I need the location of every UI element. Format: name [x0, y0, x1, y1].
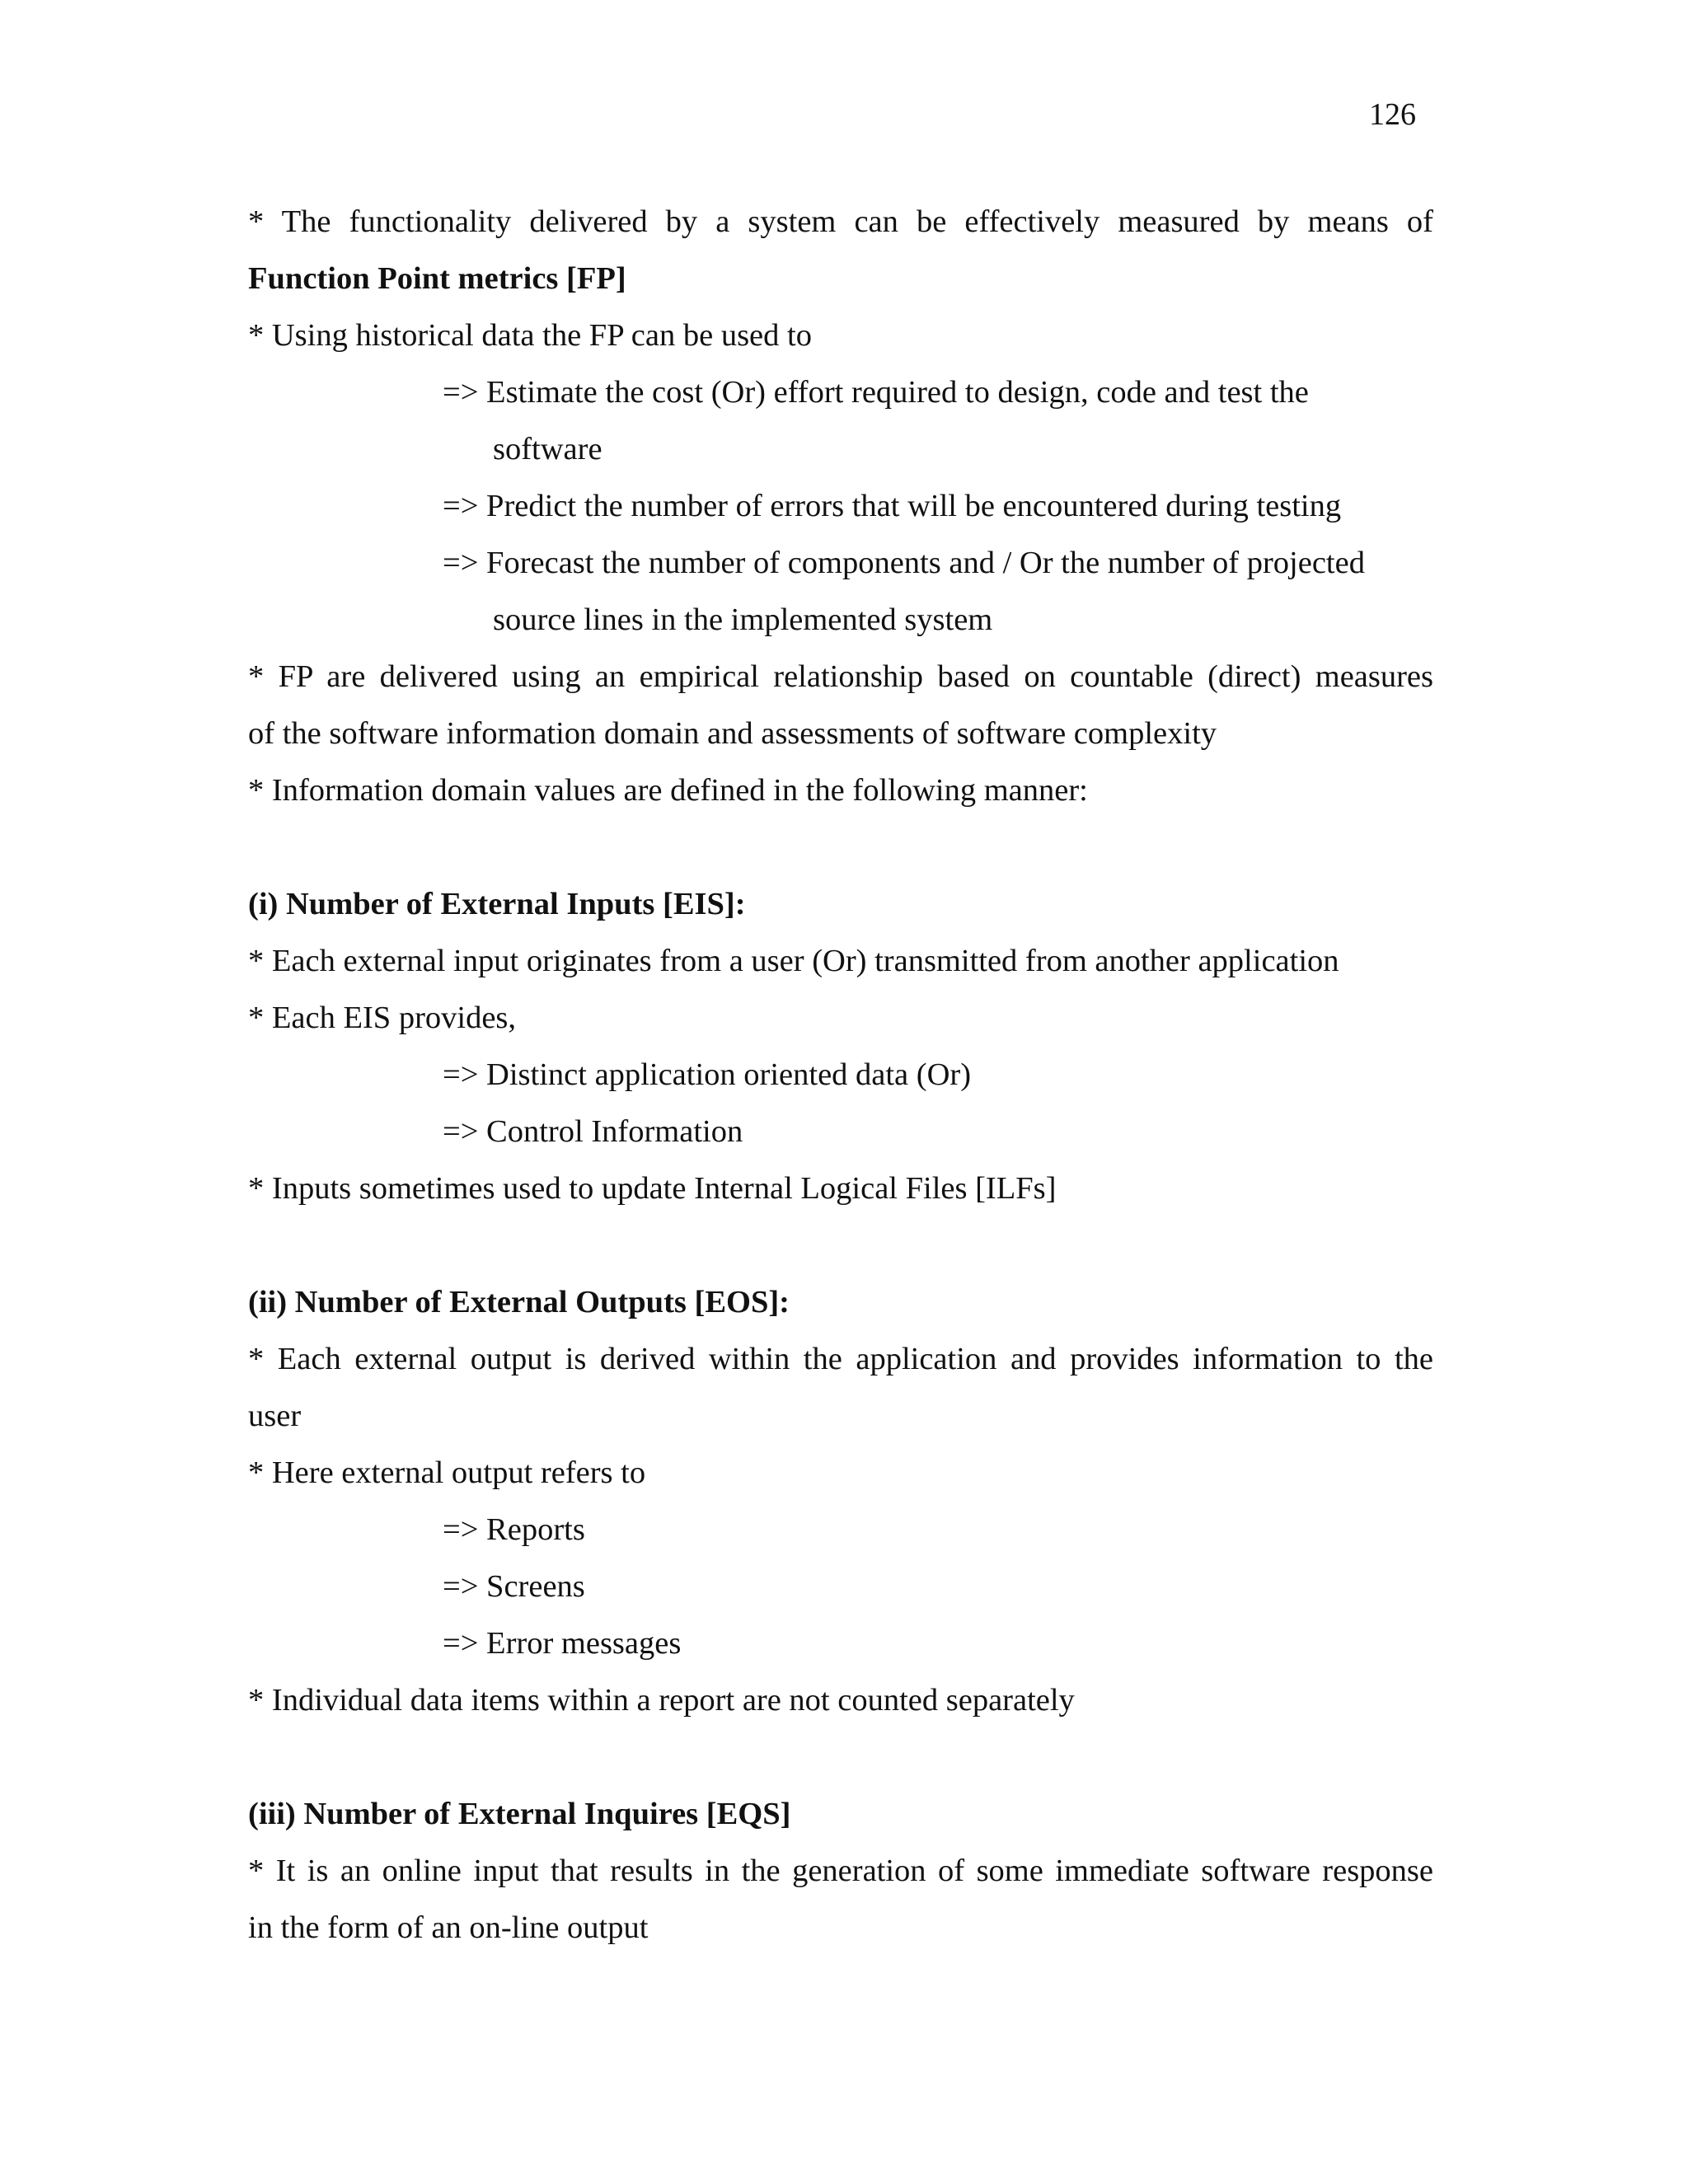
- sub-item: => Distinct application oriented data (Or): [443, 1057, 972, 1092]
- paragraph-line: * Each external output is derived within the application and provides information to the: [248, 1342, 1433, 1376]
- sub-item: => Reports: [443, 1512, 585, 1547]
- bullet-item: * Here external output refers to: [248, 1455, 646, 1490]
- page-number: 126: [1369, 97, 1416, 132]
- page-body: [248, 194, 1433, 1957]
- sub-item: => Predict the number of errors that will be encountered during testing: [443, 489, 1342, 523]
- bullet-item: * Using historical data the FP can be used to: [248, 318, 812, 353]
- sub-item: => Forecast the number of components and / Or the number of projected: [443, 546, 1365, 580]
- bullet-item: * Each EIS provides,: [248, 1001, 517, 1035]
- spacer: [248, 1217, 1433, 1274]
- sub-item: => Estimate the cost (Or) effort required to design, code and test the: [443, 375, 1309, 410]
- bullet-item: * Inputs sometimes used to update Internal Logical Files [ILFs]: [248, 1171, 1057, 1206]
- paragraph-line: * It is an online input that results in the generation of some immediate software response: [248, 1854, 1433, 1888]
- section-heading: (ii) Number of External Outputs [EOS]:: [248, 1285, 790, 1319]
- spacer: [248, 819, 1433, 876]
- sub-item: => Screens: [443, 1569, 585, 1604]
- section-heading: (i) Number of External Inputs [EIS]:: [248, 887, 746, 921]
- section-heading: (iii) Number of External Inquires [EQS]: [248, 1797, 791, 1831]
- bullet-item: * Each external input originates from a user (Or) transmitted from another application: [248, 944, 1339, 978]
- sub-item: => Control Information: [443, 1114, 743, 1149]
- paragraph-line: user: [248, 1399, 302, 1433]
- sub-item-continuation: software: [493, 432, 603, 466]
- sub-item-continuation: source lines in the implemented system: [493, 602, 993, 637]
- bullet-item: * Individual data items within a report are not counted separately: [248, 1683, 1075, 1718]
- paragraph-line: in the form of an on-line output: [248, 1910, 649, 1945]
- paragraph-line: * FP are delivered using an empirical relationship based on countable (direct) measures: [248, 659, 1433, 694]
- spacer: [248, 1729, 1433, 1786]
- paragraph-line: * The functionality delivered by a system can be effectively measured by means of: [248, 204, 1433, 239]
- sub-item: => Error messages: [443, 1626, 682, 1661]
- bullet-item: * Information domain values are defined in the following manner:: [248, 773, 1088, 808]
- paragraph-line-bold: Function Point metrics [FP]: [248, 261, 626, 296]
- paragraph-line: of the software information domain and assessments of software complexity: [248, 716, 1217, 751]
